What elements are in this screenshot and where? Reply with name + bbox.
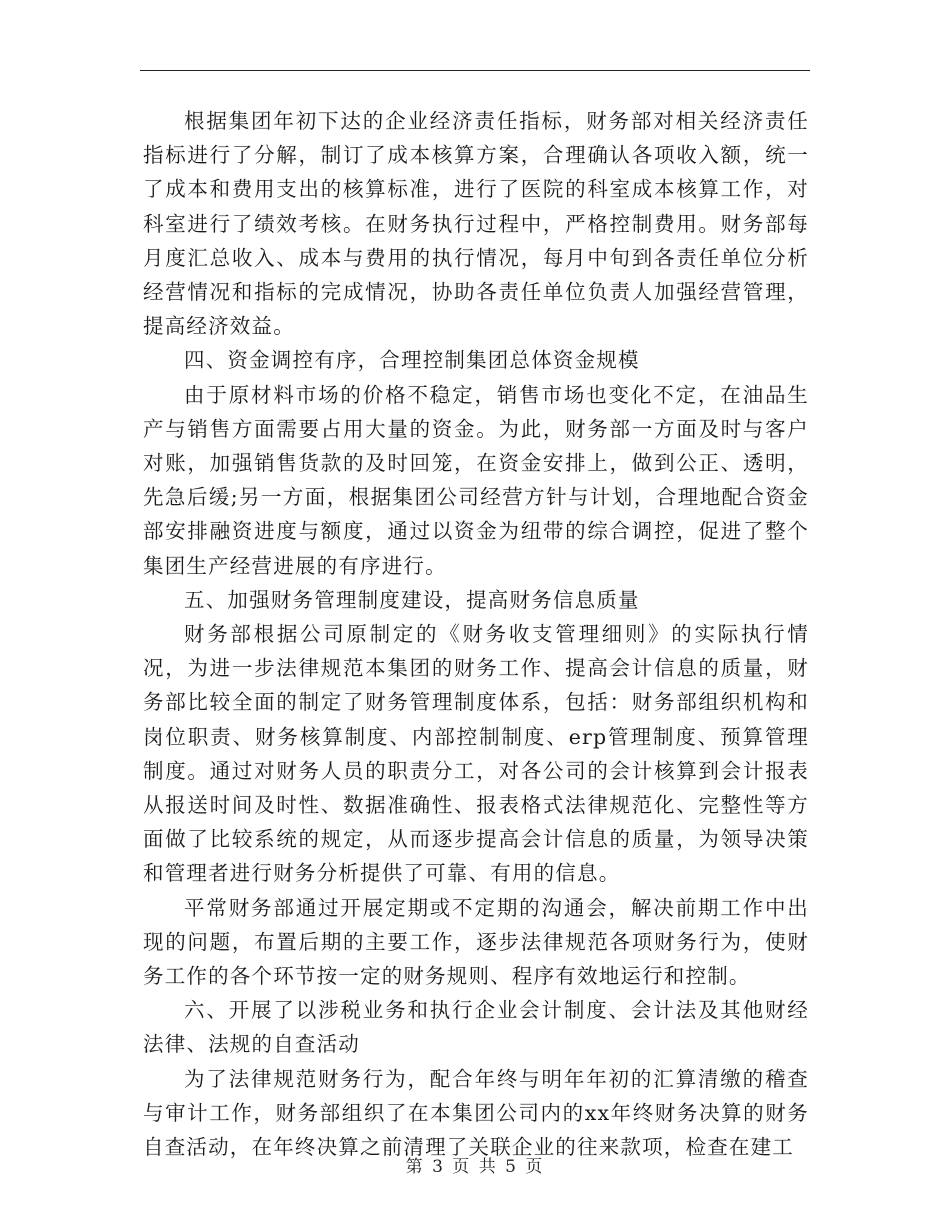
paragraph-self-inspection: 为了法律规范财务行为，配合年终与明年年初的汇算清缴的稽查与审计工作，财务部组织了在本集团公司内的xx年终财务决算的财务自查活动，在年终决算之前清理了关联企业的往来款项，检查在建工: [143, 1066, 809, 1160]
section-heading-funds: 四、资金调控有序，合理控制集团总体资金规模: [184, 348, 640, 373]
paragraph-communication: 平常财务部通过开展定期或不定期的沟通会，解决前期工作中出现的问题，布置后期的主要工作，逐步法律规范各项财务行为，使财务工作的各个环节按一定的财务规则、程序有效地运行和控制。: [143, 895, 809, 989]
paragraph-management-system: 财务部根据公司原制定的《财务收支管理细则》的实际执行情况，为进一步法律规范本集团的财务工作、提高会计信息的质量，财务部比较全面的制定了财务管理制度体系，包括：财务部组织机构和岗位职责、财务核算制度、内部控制制度、erp管理制度、预算管理制度。通过对财务人员的职责分工，对各公司的会计核算到会计报表从报送时间及时性、数据准确性、报表格式法律规范化、完整性等方面做了比较系统的规定，从而逐步提高会计信息的质量，为领导决策和管理者进行财务分析提供了可靠、有用的信息。: [143, 622, 809, 886]
document-body: [143, 104, 809, 1164]
section-heading-management-system: 五、加强财务管理制度建设，提高财务信息质量: [184, 587, 640, 612]
page-number: 第 3 页 共 5 页: [405, 1157, 545, 1177]
header-rule: [140, 70, 810, 71]
paragraph-budget-control: 根据集团年初下达的企业经济责任指标，财务部对相关经济责任指标进行了分解，制订了成本核算方案，合理确认各项收入额，统一了成本和费用支出的核算标准，进行了医院的科室成本核算工作，对科室进行了绩效考核。在财务执行过程中，严格控制费用。财务部每月度汇总收入、成本与费用的执行情况，每月中旬到各责任单位分析经营情况和指标的完成情况，协助各责任单位负责人加强经营管理，提高经济效益。: [143, 109, 809, 339]
paragraph-funds: 由于原材料市场的价格不稳定，销售市场也变化不定，在油品生产与销售方面需要占用大量的资金。为此，财务部一方面及时与客户对账，加强销售货款的及时回笼，在资金安排上，做到公正、透明，先急后缓;另一方面，根据集团公司经营方针与计划，合理地配合资金部安排融资进度与额度，通过以资金为纽带的综合调控，促进了整个集团生产经营进展的有序进行。: [143, 382, 809, 578]
section-heading-self-inspection: 六、开展了以涉税业务和执行企业会计制度、会计法及其他财经法律、法规的自查活动: [143, 998, 809, 1057]
